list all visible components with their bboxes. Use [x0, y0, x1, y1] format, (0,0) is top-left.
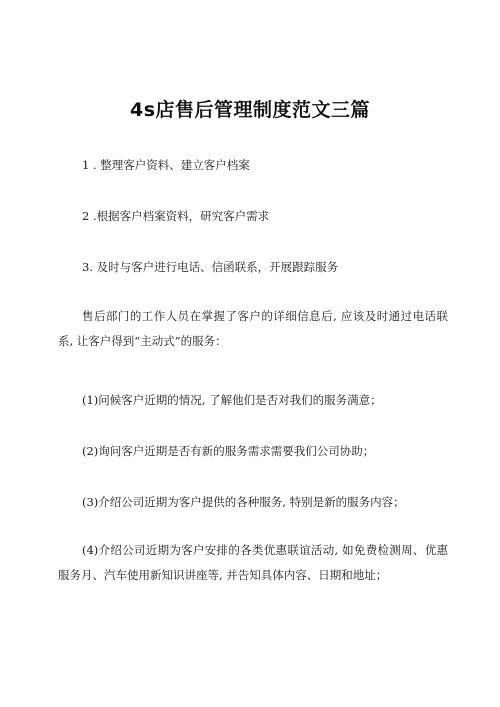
document-title: 4s店售后管理制度范文三篇: [129, 99, 371, 121]
intro-paragraph: 售后部门的工作人员在掌握了客户的详细信息后, 应该及时通过电话联系, 让客户得到“主动式”的服务：: [58, 309, 448, 348]
sub-item-2: (2)询问客户近期是否有新的服务需求需要我们公司协助；: [82, 444, 375, 458]
sub-item-1: (1)问候客户近期的情况, 了解他们是否对我们的服务满意；: [82, 393, 382, 407]
sub-item-3: (3)介绍公司近期为客户提供的各种服务, 特别是新的服务内容；: [82, 495, 405, 509]
sub-item-4-paragraph: (4)介绍公司近期为客户安排的各类优惠联谊活动, 如免费检测周、优惠服务月、汽车使用新知识讲座等, 并告知具体内容、日期和地址；: [58, 543, 448, 582]
list-item-1: 1 . 整理客户资料、建立客户档案: [82, 158, 250, 172]
list-item-3: 3. 及时与客户进行电话、信函联系，开展跟踪服务: [82, 260, 339, 274]
list-item-2: 2 .根据客户档案资料，研究客户需求: [82, 209, 270, 223]
